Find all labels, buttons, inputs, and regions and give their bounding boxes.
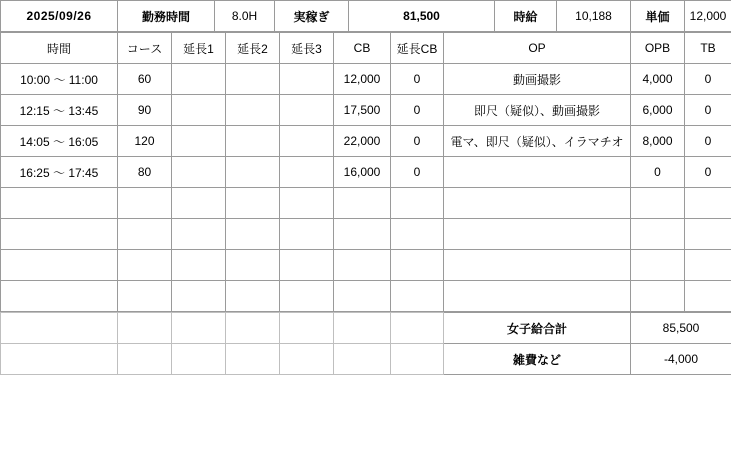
- spacer-cell: [118, 313, 172, 344]
- spacer-cell: [280, 313, 334, 344]
- header-ext1: 延長1: [172, 33, 226, 64]
- spacer-cell: [391, 313, 444, 344]
- cell-tb[interactable]: 0: [685, 157, 731, 188]
- cell-ext-cb[interactable]: [391, 281, 444, 312]
- cell-cb[interactable]: 16,000: [334, 157, 391, 188]
- cell-time[interactable]: [1, 188, 118, 219]
- table-row: [1, 157, 731, 188]
- cell-ext-cb[interactable]: 0: [391, 95, 444, 126]
- cell-tb[interactable]: [685, 281, 731, 312]
- cell-opb[interactable]: 0: [631, 157, 685, 188]
- cell-ext1[interactable]: [172, 157, 226, 188]
- header-tb: TB: [685, 33, 731, 64]
- cell-time[interactable]: [1, 281, 118, 312]
- cell-cb[interactable]: 12,000: [334, 64, 391, 95]
- cell-ext3[interactable]: [280, 281, 334, 312]
- cell-ext-cb[interactable]: 0: [391, 64, 444, 95]
- cell-op[interactable]: 即尺（疑似）、動画撮影: [444, 95, 631, 126]
- spacer-cell: [334, 344, 391, 375]
- cell-ext2[interactable]: [226, 219, 280, 250]
- cell-ext2[interactable]: [226, 64, 280, 95]
- cell-ext1[interactable]: [172, 188, 226, 219]
- cell-op[interactable]: [444, 219, 631, 250]
- table-row: [1, 281, 731, 312]
- cell-cb[interactable]: 22,000: [334, 126, 391, 157]
- cell-opb[interactable]: [631, 219, 685, 250]
- cell-cb[interactable]: [334, 219, 391, 250]
- cell-ext3[interactable]: [280, 126, 334, 157]
- cell-ext2[interactable]: [226, 95, 280, 126]
- table-row: [1, 250, 731, 281]
- cell-course[interactable]: [118, 281, 172, 312]
- total-value[interactable]: 85,500: [631, 313, 731, 344]
- cell-ext3[interactable]: [280, 95, 334, 126]
- table-row: [1, 219, 731, 250]
- spacer-cell: [172, 344, 226, 375]
- cell-opb[interactable]: 8,000: [631, 126, 685, 157]
- header-opb: OPB: [631, 33, 685, 64]
- header-ext2: 延長2: [226, 33, 280, 64]
- cell-time[interactable]: 12:15 ～ 13:45: [1, 95, 118, 126]
- date-cell[interactable]: 2025/09/26: [1, 1, 118, 32]
- cell-time[interactable]: [1, 250, 118, 281]
- cell-tb[interactable]: [685, 250, 731, 281]
- spacer-cell: [280, 344, 334, 375]
- work-hours-value[interactable]: 8.0H: [215, 1, 275, 32]
- table-row: [1, 95, 731, 126]
- spacer-cell: [226, 344, 280, 375]
- cell-ext2[interactable]: [226, 250, 280, 281]
- cell-ext1[interactable]: [172, 95, 226, 126]
- cell-opb[interactable]: [631, 188, 685, 219]
- cell-tb[interactable]: 0: [685, 64, 731, 95]
- cell-ext1[interactable]: [172, 64, 226, 95]
- cell-ext-cb[interactable]: [391, 188, 444, 219]
- cell-ext1[interactable]: [172, 219, 226, 250]
- actual-earnings-value[interactable]: 81,500: [349, 1, 495, 32]
- total-label: 女子給合計: [444, 313, 631, 344]
- column-header-row: [1, 33, 731, 64]
- header-ext3: 延長3: [280, 33, 334, 64]
- table-row: [1, 188, 731, 219]
- cell-ext3[interactable]: [280, 188, 334, 219]
- cell-op[interactable]: [444, 250, 631, 281]
- cell-ext-cb[interactable]: [391, 250, 444, 281]
- cell-time[interactable]: 10:00 ～ 11:00: [1, 64, 118, 95]
- spacer-cell: [1, 313, 118, 344]
- cell-opb[interactable]: [631, 281, 685, 312]
- unit-price-value[interactable]: 12,000: [685, 1, 731, 32]
- cell-op[interactable]: [444, 281, 631, 312]
- misc-label: 雑費など: [444, 344, 631, 375]
- spacer-cell: [334, 313, 391, 344]
- cell-cb[interactable]: [334, 250, 391, 281]
- cell-cb[interactable]: [334, 281, 391, 312]
- cell-course[interactable]: [118, 188, 172, 219]
- cell-course[interactable]: 80: [118, 157, 172, 188]
- misc-value[interactable]: -4,000: [631, 344, 731, 375]
- work-hours-label: 勤務時間: [118, 1, 215, 32]
- summary-row: [1, 1, 731, 32]
- cell-ext2[interactable]: [226, 281, 280, 312]
- cell-time[interactable]: 16:25 ～ 17:45: [1, 157, 118, 188]
- cell-tb[interactable]: 0: [685, 95, 731, 126]
- cell-op[interactable]: 動画撮影: [444, 64, 631, 95]
- header-op: OP: [444, 33, 631, 64]
- actual-earnings-label: 実稼ぎ: [275, 1, 349, 32]
- cell-op[interactable]: 電マ、即尺（疑似）、イラマチオ: [444, 126, 631, 157]
- spacer-cell: [1, 344, 118, 375]
- cell-ext3[interactable]: [280, 157, 334, 188]
- spacer-cell: [391, 344, 444, 375]
- cell-ext3[interactable]: [280, 64, 334, 95]
- cell-ext2[interactable]: [226, 157, 280, 188]
- cell-opb[interactable]: 6,000: [631, 95, 685, 126]
- footer-row-total: [1, 313, 731, 344]
- detail-table: [0, 32, 731, 312]
- cell-ext3[interactable]: [280, 219, 334, 250]
- cell-course[interactable]: 60: [118, 64, 172, 95]
- unit-price-label: 単価: [631, 1, 685, 32]
- cell-ext-cb[interactable]: 0: [391, 157, 444, 188]
- table-row: [1, 126, 731, 157]
- cell-tb[interactable]: [685, 188, 731, 219]
- cell-course[interactable]: [118, 219, 172, 250]
- cell-cb[interactable]: [334, 188, 391, 219]
- cell-cb[interactable]: 17,500: [334, 95, 391, 126]
- header-ext-cb: 延長CB: [391, 33, 444, 64]
- header-cb: CB: [334, 33, 391, 64]
- cell-course[interactable]: 90: [118, 95, 172, 126]
- spacer-cell: [172, 313, 226, 344]
- table-row: [1, 64, 731, 95]
- spacer-cell: [118, 344, 172, 375]
- cell-ext1[interactable]: [172, 250, 226, 281]
- cell-ext1[interactable]: [172, 126, 226, 157]
- cell-tb[interactable]: 0: [685, 126, 731, 157]
- cell-ext2[interactable]: [226, 126, 280, 157]
- header-time: 時間: [1, 33, 118, 64]
- cell-ext2[interactable]: [226, 188, 280, 219]
- spacer-cell: [226, 313, 280, 344]
- cell-time[interactable]: 14:05 ～ 16:05: [1, 126, 118, 157]
- header-course: コース: [118, 33, 172, 64]
- cell-time[interactable]: [1, 219, 118, 250]
- footer-table: [0, 312, 731, 375]
- footer-row-misc: [1, 344, 731, 375]
- cell-opb[interactable]: 4,000: [631, 64, 685, 95]
- cell-tb[interactable]: [685, 219, 731, 250]
- cell-op[interactable]: [444, 188, 631, 219]
- hourly-rate-value[interactable]: 10,188: [557, 1, 631, 32]
- cell-course[interactable]: 120: [118, 126, 172, 157]
- cell-ext3[interactable]: [280, 250, 334, 281]
- cell-ext-cb[interactable]: [391, 219, 444, 250]
- cell-opb[interactable]: [631, 250, 685, 281]
- cell-ext1[interactable]: [172, 281, 226, 312]
- cell-course[interactable]: [118, 250, 172, 281]
- summary-table: [0, 0, 731, 32]
- cell-op[interactable]: [444, 157, 631, 188]
- hourly-rate-label: 時給: [495, 1, 557, 32]
- cell-ext-cb[interactable]: 0: [391, 126, 444, 157]
